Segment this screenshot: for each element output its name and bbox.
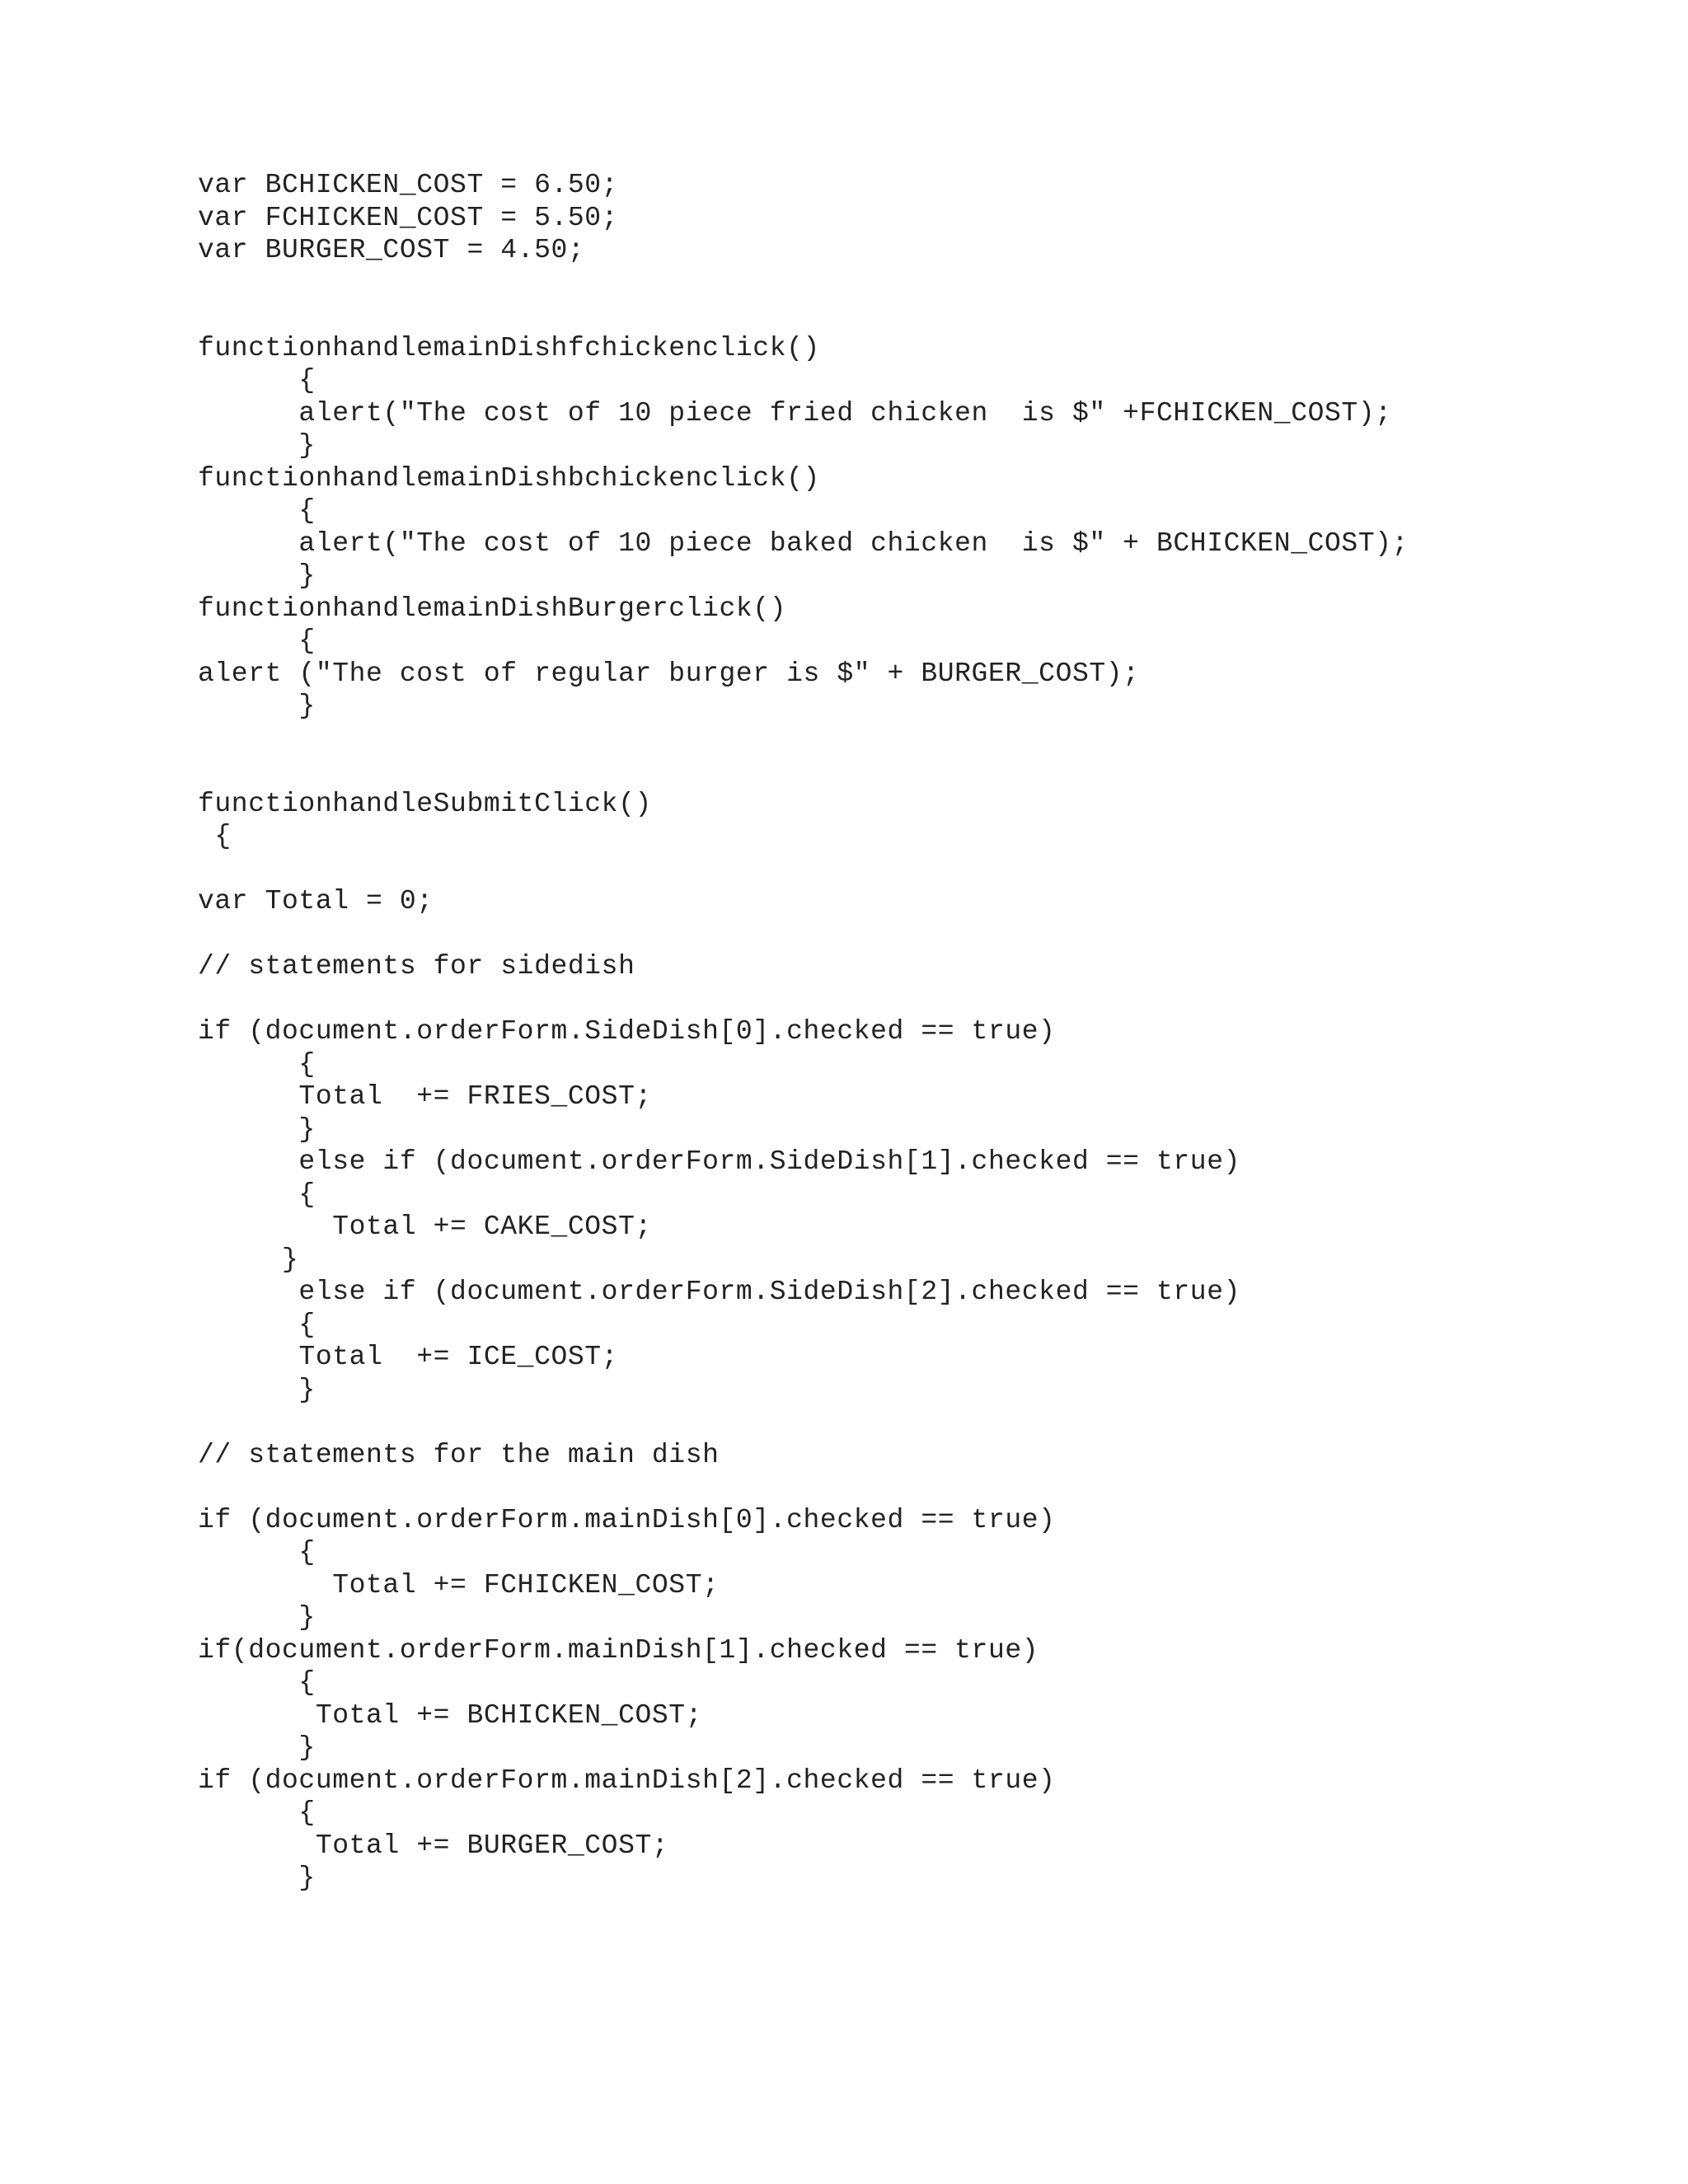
- code-line: {: [198, 821, 232, 851]
- code-line: if (document.orderForm.SideDish[0].checked == true): [198, 1016, 1056, 1047]
- code-line: }: [198, 1602, 316, 1633]
- code-line: {: [198, 365, 316, 396]
- code-line: [198, 1406, 1533, 1439]
- code-line: else if (document.orderForm.SideDish[2].checked == true): [198, 1277, 1240, 1307]
- code-line: [198, 983, 1533, 1016]
- code-line: if (document.orderForm.mainDish[2].checked == true): [198, 1765, 1056, 1796]
- code-line: if (document.orderForm.mainDish[0].checked == true): [198, 1504, 1056, 1535]
- code-line: [198, 918, 1533, 951]
- code-line: [198, 755, 1533, 788]
- code-line: Total += CAKE_COST;: [198, 1212, 652, 1242]
- code-line: {: [198, 1309, 316, 1340]
- code-line: [198, 299, 1533, 332]
- code-line: alert("The cost of 10 piece fried chicken is $" +FCHICKEN_COST);: [198, 397, 1392, 429]
- code-line: alert("The cost of 10 piece baked chicken is $" + BCHICKEN_COST);: [198, 527, 1409, 559]
- code-line: {: [198, 1179, 316, 1210]
- code-line: Total += ICE_COST;: [198, 1342, 619, 1372]
- code-line: Total += FCHICKEN_COST;: [198, 1569, 720, 1601]
- code-line: }: [198, 1113, 316, 1145]
- code-line: [198, 853, 1533, 886]
- code-line: else if (document.orderForm.SideDish[1].checked == true): [198, 1146, 1240, 1177]
- code-line: var BURGER_COST = 4.50;: [198, 235, 585, 265]
- code-line: }: [198, 430, 316, 461]
- code-line: }: [198, 691, 316, 721]
- code-line: Total += FRIES_COST;: [198, 1081, 652, 1112]
- code-line: Total += BURGER_COST;: [198, 1830, 669, 1861]
- code-line: [198, 1471, 1533, 1504]
- code-line: var FCHICKEN_COST = 5.50;: [198, 202, 619, 233]
- code-listing: [198, 169, 1533, 1895]
- code-line: {: [198, 1537, 316, 1568]
- code-line: {: [198, 495, 316, 526]
- code-line: [198, 723, 1533, 756]
- code-line: alert ("The cost of regular burger is $" + BURGER_COST);: [198, 658, 1140, 689]
- code-line: functionhandlemainDishBurgerclick(): [198, 593, 787, 624]
- code-line: functionhandleSubmitClick(): [198, 788, 652, 819]
- code-line: {: [198, 1667, 316, 1698]
- code-line: [198, 267, 1533, 300]
- code-line: Total += BCHICKEN_COST;: [198, 1699, 703, 1731]
- code-line: {: [198, 1048, 316, 1080]
- code-line: }: [198, 1244, 299, 1275]
- code-line: var Total = 0;: [198, 886, 434, 916]
- code-line: }: [198, 1374, 316, 1405]
- code-line: // statements for the main dish: [198, 1439, 720, 1470]
- code-line: functionhandlemainDishfchickenclick(): [198, 332, 820, 363]
- code-line: {: [198, 1797, 316, 1828]
- code-line: }: [198, 1863, 316, 1893]
- code-line: var BCHICKEN_COST = 6.50;: [198, 170, 619, 200]
- code-line: {: [198, 626, 316, 656]
- code-line: // statements for sidedish: [198, 951, 635, 982]
- code-line: functionhandlemainDishbchickenclick(): [198, 462, 820, 494]
- code-line: }: [198, 1732, 316, 1763]
- code-line: if(document.orderForm.mainDish[1].checked == true): [198, 1634, 1039, 1666]
- code-line: }: [198, 560, 316, 591]
